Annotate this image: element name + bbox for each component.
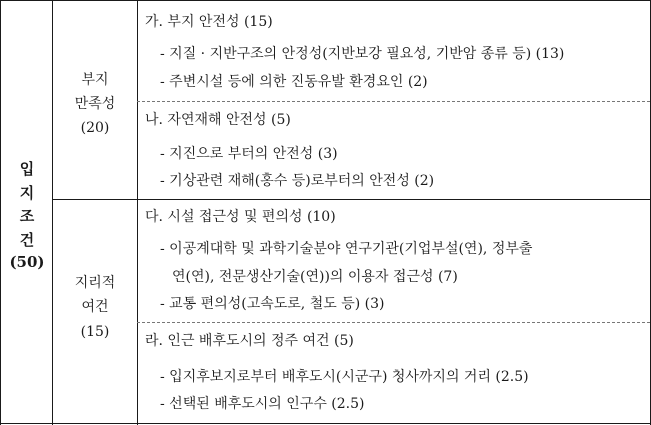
subcategory-name: 부지 xyxy=(81,72,109,88)
subcategory-name: 지리적 xyxy=(74,275,116,291)
section-item: - 선택된 배후도시의 인구수 (2.5) xyxy=(160,396,365,412)
main-category-score: (50) xyxy=(9,253,45,271)
section-title: 나. 자연재해 안전성 (5) xyxy=(145,112,291,128)
section-item: - 이공계대학 및 과학기술분야 연구기관(기업부설(연), 정부출 xyxy=(160,241,533,257)
main-category-char: 입 xyxy=(19,160,35,178)
column-divider-2 xyxy=(137,0,138,425)
section-title: 다. 시설 접근성 및 편의성 (10) xyxy=(145,209,336,225)
subcategory-name: 만족성 xyxy=(74,96,116,112)
table-border-top xyxy=(0,0,651,1)
subcategory-name: 여건 xyxy=(81,299,109,315)
section-item: - 주변시설 등에 의한 진동유발 환경요인 (2) xyxy=(160,74,428,90)
main-category-char: 건 xyxy=(19,231,35,249)
section-divider-1 xyxy=(137,101,650,102)
section-divider-2 xyxy=(137,322,650,323)
subcategory-score: (20) xyxy=(80,120,110,136)
subcategory-divider xyxy=(52,199,651,200)
main-category-char: 조 xyxy=(19,207,35,225)
table-border-bottom xyxy=(0,423,651,424)
subcategory-score: (15) xyxy=(80,324,110,340)
section-title: 가. 부지 안전성 (15) xyxy=(145,14,273,30)
column-divider-1 xyxy=(52,0,53,425)
main-category-char: 지 xyxy=(19,184,35,202)
table-border-left xyxy=(0,0,1,425)
section-item: - 지질 · 지반구조의 안정성(지반보강 필요성, 기반암 종류 등) (13) xyxy=(160,46,565,62)
section-title: 라. 인근 배후도시의 정주 여건 (5) xyxy=(145,333,354,349)
section-item: - 교통 편의성(고속도로, 철도 등) (3) xyxy=(160,296,385,312)
section-item: - 지진으로 부터의 안전성 (3) xyxy=(160,146,338,162)
section-item: - 입지후보지로부터 배후도시(시군구) 청사까지의 거리 (2.5) xyxy=(160,369,529,385)
section-item: - 기상관련 재해(홍수 등)로부터의 안전성 (2) xyxy=(160,173,435,189)
section-item: 연(연), 전문생산기술(연))의 이용자 접근성 (7) xyxy=(172,269,458,285)
